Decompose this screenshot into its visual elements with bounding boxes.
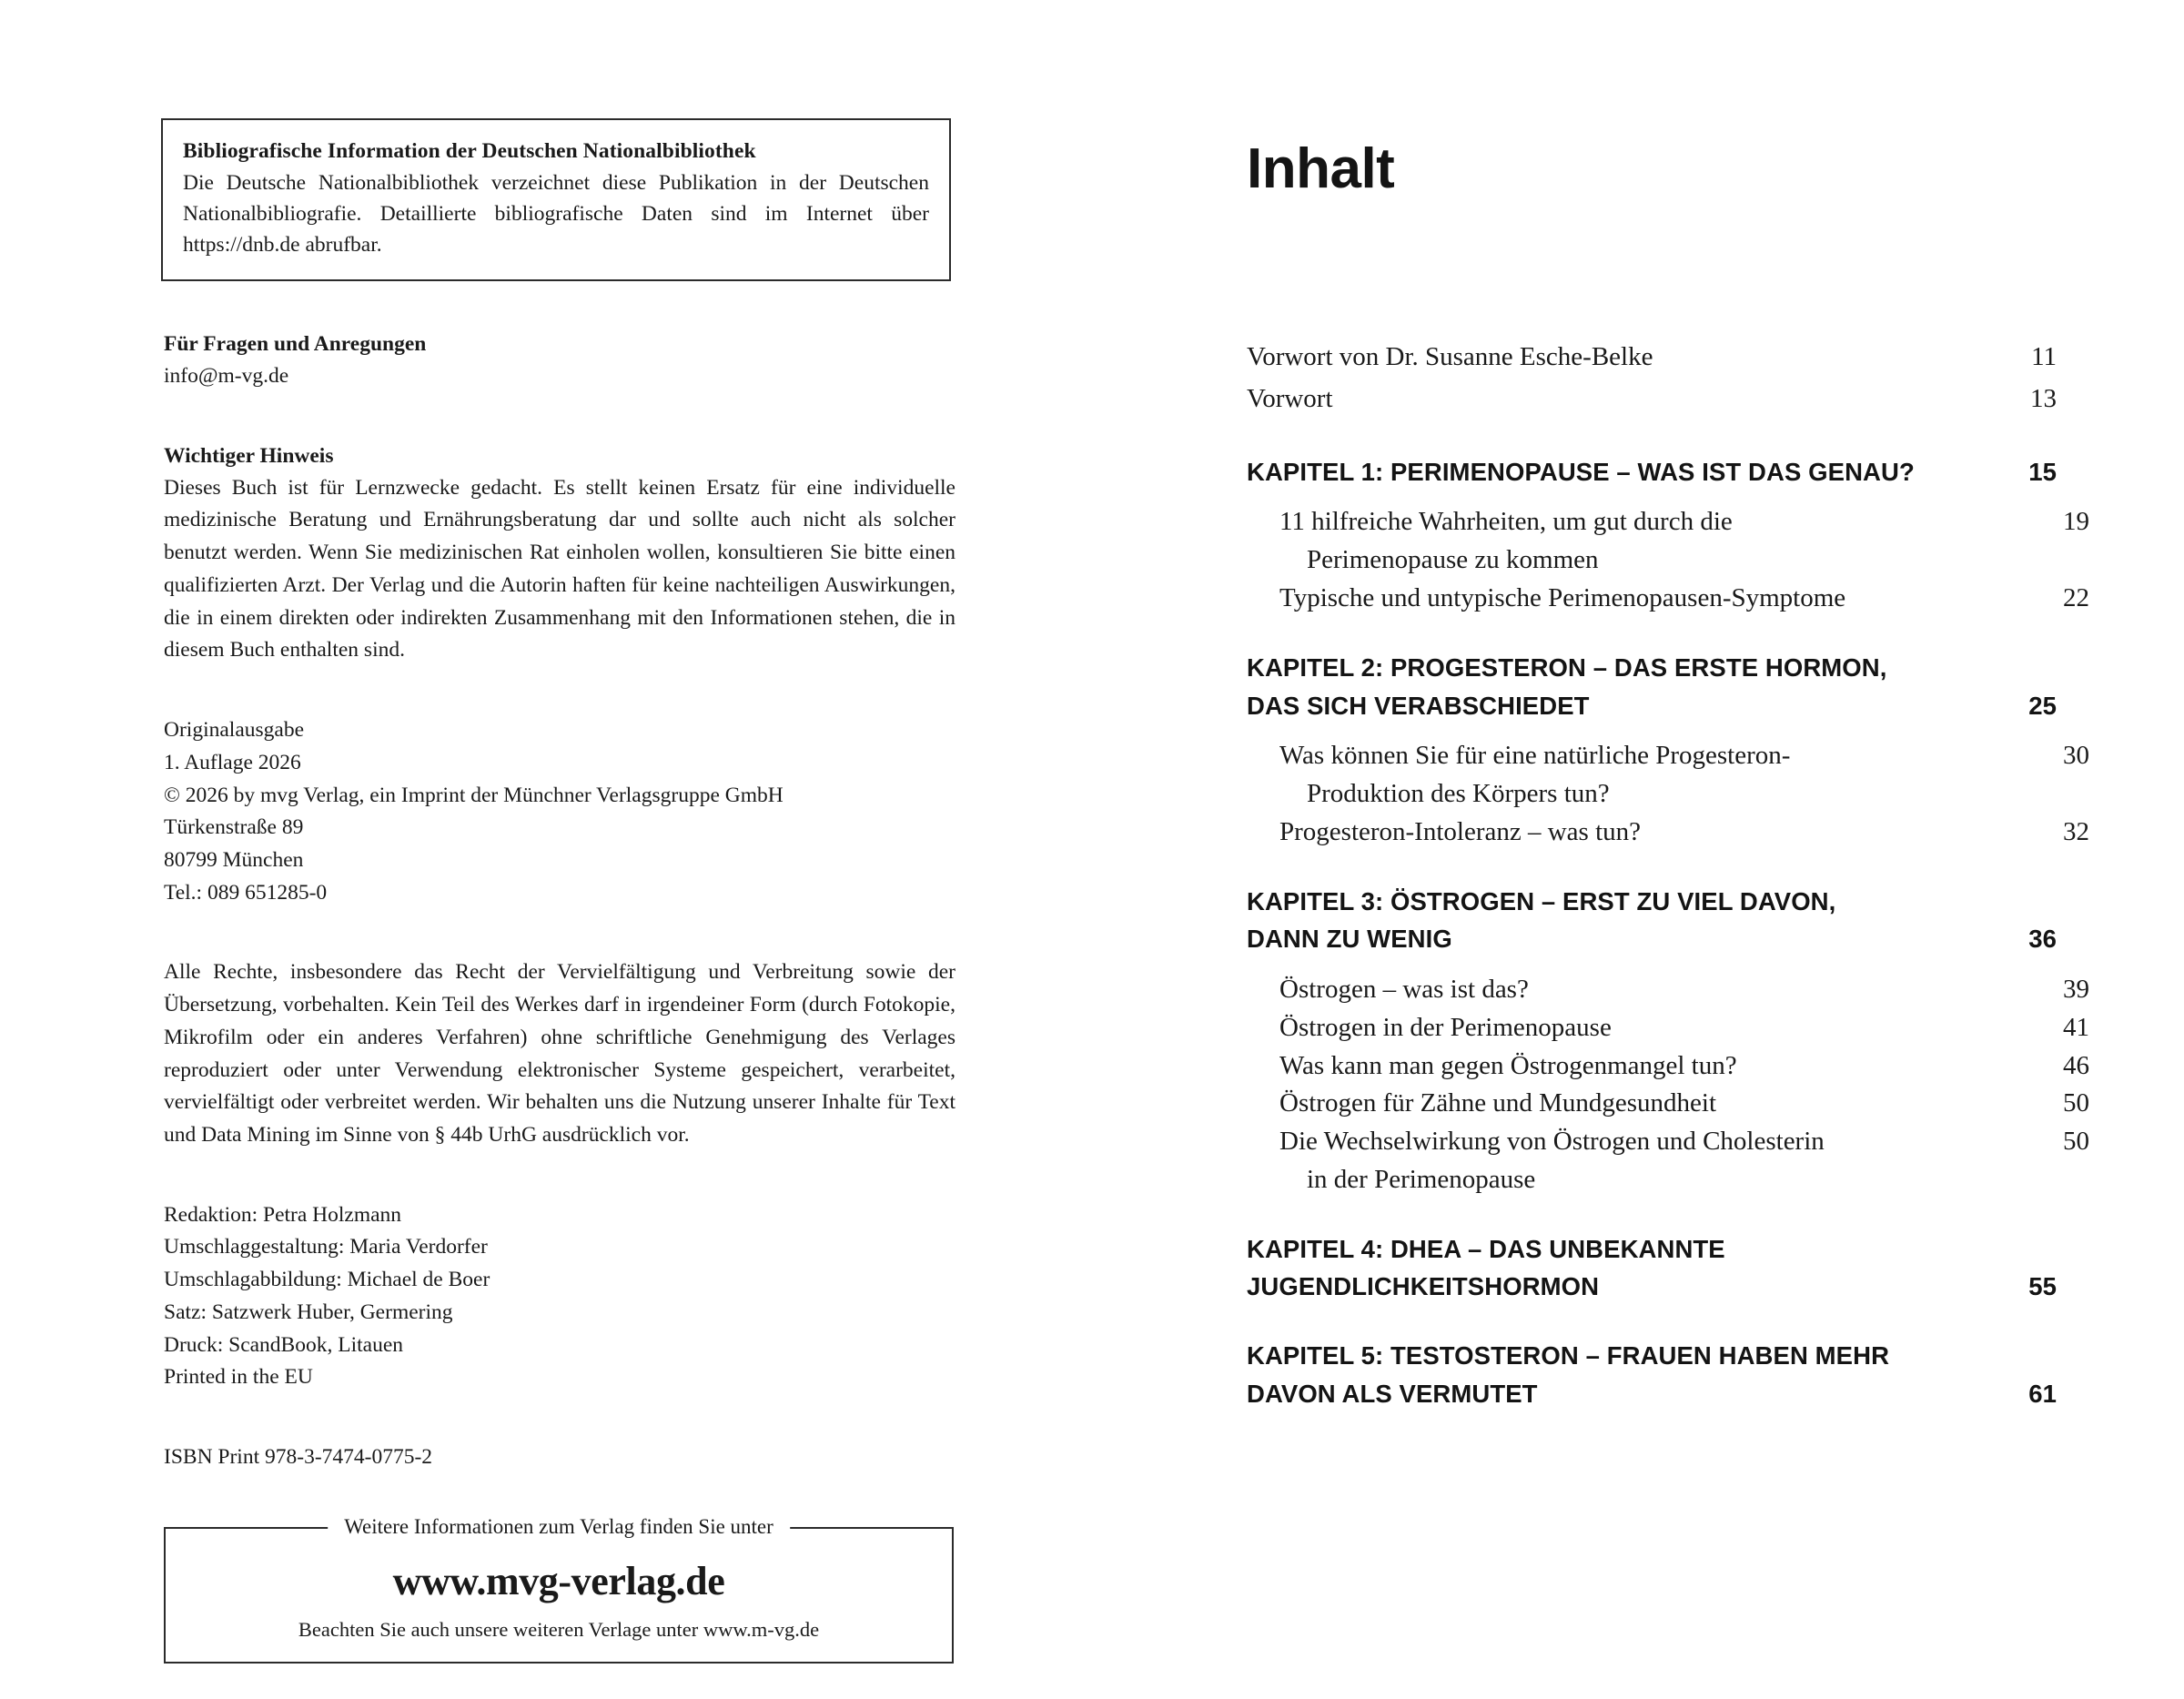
toc-chapter-heading[interactable] — [1247, 453, 2057, 491]
toc-chapter-page: 55 — [2028, 1272, 2057, 1301]
contact-block — [164, 329, 956, 393]
toc-chapter-label-line2: JUGENDLICHKEITSHORMON — [1247, 1272, 1600, 1301]
publisher-box-legend: Weitere Informationen zum Verlag finden Sie unter — [328, 1516, 790, 1537]
contact-heading: Für Fragen und Anregungen — [164, 331, 427, 356]
isbn-block — [164, 1441, 956, 1474]
toc-subentry-label: Was kann man gegen Östrogenmangel tun? — [1279, 1050, 1737, 1080]
notice-body: Dieses Buch ist für Lernzwecke gedacht. Es stellt keinen Ersatz für eine individuelle medizinische Beratung und Ernährungsberatung dar und sollte auch nicht als solcher benutzt werden. Wenn Sie medizinischen Rat einholen wollen, konsultieren Sie bitte einen qualifizierten Arzt. Der Verlag und die Autorin haften für keine nachteiligen Auswirkungen, die in einem direkten oder indirekten Zusammenhang mit den Informationen stehen, die in diesem Buch enthalten sind. — [164, 475, 956, 662]
toc-subentry[interactable] — [1247, 580, 2089, 618]
toc-chapter-page: 61 — [2028, 1380, 2057, 1409]
toc-subentry-line1: Was können Sie für eine natürliche Progesteron- — [1279, 741, 1791, 771]
edition-line-3: © 2026 by mvg Verlag, ein Imprint der Münchner Verlagsgruppe GmbH — [164, 783, 784, 807]
toc-subentry[interactable] — [1247, 1123, 2089, 1199]
toc-chapter-label: KAPITEL 1: PERIMENOPAUSE – WAS IST DAS GENAU? — [1247, 457, 1915, 486]
toc-subentry[interactable] — [1247, 971, 2089, 1009]
toc-entry-front-0[interactable] — [1247, 338, 2057, 376]
toc-subentry-page: 32 — [2063, 816, 2089, 846]
toc-chapter-label-line1: KAPITEL 4: DHEA – DAS UNBEKANNTE — [1247, 1234, 1725, 1263]
toc-subentry-label: Typische und untypische Perimenopausen-Symptome — [1279, 582, 1846, 612]
edition-line-2: 1. Auflage 2026 — [164, 750, 301, 774]
toc-subentry-line2: Perimenopause zu kommen — [1307, 545, 1599, 575]
edition-line-1: Originalausgabe — [164, 718, 305, 743]
toc-subentry-page: 50 — [2063, 1127, 2089, 1157]
toc-subentry-label — [1279, 1123, 2026, 1199]
toc-subentry[interactable] — [1247, 814, 2089, 852]
edition-line-5: 80799 München — [164, 847, 304, 872]
rights-text: Alle Rechte, insbesondere das Recht der Vervielfältigung und Verbreitung sowie der Übersetzung, vorbehalten. Kein Teil des Werkes darf in irgendeiner Form (durch Fotokopie, Mikrofilm oder ein anderes Verfahren) ohne schriftliche Genehmigung des Verlages reproduziert oder unter Verwendung elektronischer Systeme gespeichert, verarbeitet, vervielfältigt oder verbreitet werden. Wir behalten uns die Nutzung unserer Inhalte für Text und Data Mining im Sinne von § 44b UrhG ausdrücklich vor. — [164, 960, 956, 1147]
publisher-info-box — [164, 1514, 954, 1664]
toc-subentry-page: 46 — [2063, 1050, 2089, 1080]
toc-chapter-3 — [1247, 883, 2089, 1199]
toc-subentry[interactable] — [1247, 1047, 2089, 1086]
credits-line-5: Druck: ScandBook, Litauen — [164, 1332, 404, 1357]
important-notice-block — [164, 440, 956, 668]
credits-line-6: Printed in the EU — [164, 1365, 313, 1390]
toc-chapter-3-entries — [1247, 971, 2089, 1199]
toc-chapter-2-entries — [1247, 737, 2089, 851]
toc-subentry-line1: 11 hilfreiche Wahrheiten, um gut durch die — [1279, 507, 1733, 537]
toc-chapter-label-line2: DAVON ALS VERMUTET — [1247, 1380, 1538, 1409]
toc-chapter-heading-cont[interactable] — [1247, 1268, 2057, 1306]
toc-chapter-heading[interactable] — [1247, 883, 2057, 921]
toc-subentry-label: Östrogen – was ist das? — [1279, 975, 1529, 1005]
edition-block — [164, 714, 956, 909]
toc-chapter-1 — [1247, 453, 2089, 618]
rights-block — [164, 956, 956, 1151]
page-title: Inhalt — [1247, 137, 1395, 200]
toc-subentry-label — [1279, 737, 2026, 814]
toc-subentry-page: 41 — [2063, 1012, 2089, 1042]
toc-subentry-label — [1279, 503, 2026, 580]
credits-line-2: Umschlaggestaltung: Maria Verdorfer — [164, 1235, 488, 1259]
toc-chapter-page: 15 — [2028, 457, 2057, 486]
toc-subentry-page: 39 — [2063, 975, 2089, 1005]
toc-entry-label: Vorwort von Dr. Susanne Esche-Belke — [1247, 342, 1653, 371]
edition-line-6: Tel.: 089 651285-0 — [164, 880, 328, 905]
credits-line-3: Umschlagabbildung: Michael de Boer — [164, 1268, 490, 1292]
toc-chapter-heading-cont[interactable] — [1247, 920, 2057, 958]
toc-chapter-page: 25 — [2028, 691, 2057, 720]
publisher-box-sub: Beachten Sie auch unsere weiteren Verlage unter www.m-vg.de — [298, 1618, 820, 1642]
toc-chapter-heading[interactable] — [1247, 1230, 2057, 1269]
notice-heading: Wichtiger Hinweis — [164, 443, 334, 468]
toc-list — [1247, 338, 2089, 1413]
toc-subentry[interactable] — [1247, 503, 2089, 580]
toc-subentry[interactable] — [1247, 1085, 2089, 1123]
contact-email: info@m-vg.de — [164, 363, 289, 388]
toc-chapter-4 — [1247, 1230, 2057, 1307]
toc-subentry-page: 30 — [2063, 741, 2089, 771]
credits-line-4: Satz: Satzwerk Huber, Germering — [164, 1300, 453, 1324]
toc-subentry-page: 50 — [2063, 1088, 2089, 1118]
toc-subentry-line1: Die Wechselwirkung von Östrogen und Cholesterin — [1279, 1127, 1825, 1157]
toc-chapter-heading[interactable] — [1247, 649, 2057, 687]
toc-chapter-label-line1: KAPITEL 3: ÖSTROGEN – ERST ZU VIEL DAVON, — [1247, 886, 1836, 915]
toc-entry-page: 11 — [2031, 342, 2057, 371]
toc-subentry-line2: Produktion des Körpers tun? — [1307, 779, 1610, 809]
credits-block — [164, 1199, 956, 1394]
toc-subentry[interactable] — [1247, 1009, 2089, 1047]
toc-chapter-1-entries — [1247, 503, 2089, 617]
toc-entry-label: Vorwort — [1247, 384, 1333, 414]
toc-subentry-label: Östrogen für Zähne und Mundgesundheit — [1279, 1088, 1717, 1118]
dnb-notice-box — [161, 118, 951, 281]
publisher-url: www.mvg-verlag.de — [392, 1558, 725, 1603]
toc-chapter-heading[interactable] — [1247, 1337, 2057, 1375]
toc-chapter-page: 36 — [2028, 925, 2057, 954]
toc-subentry-label: Östrogen in der Perimenopause — [1279, 1012, 1612, 1042]
toc-chapter-2 — [1247, 649, 2089, 852]
toc-chapter-heading-cont[interactable] — [1247, 1375, 2057, 1413]
toc-subentry-page: 19 — [2063, 507, 2089, 537]
isbn-text: ISBN Print 978-3-7474-0775-2 — [164, 1445, 433, 1470]
toc-subentry-label: Progesteron-Intoleranz – was tun? — [1279, 816, 1642, 846]
toc-chapter-5 — [1247, 1337, 2057, 1413]
toc-entry-page: 13 — [2030, 384, 2057, 414]
edition-line-4: Türkenstraße 89 — [164, 815, 304, 840]
table-of-contents-page — [1092, 0, 2184, 1699]
toc-chapter-label-line1: KAPITEL 2: PROGESTERON – DAS ERSTE HORMON, — [1247, 652, 1887, 682]
dnb-heading: Bibliografische Information der Deutschen Nationalbibliothek — [183, 139, 756, 163]
toc-subentry-line2: in der Perimenopause — [1307, 1164, 1536, 1194]
toc-subentry[interactable] — [1247, 737, 2089, 814]
toc-subentry-page: 22 — [2063, 582, 2089, 612]
toc-chapter-label-line2: DANN ZU WENIG — [1247, 925, 1452, 954]
toc-chapter-label-line1: KAPITEL 5: TESTOSTERON – FRAUEN HABEN MEHR — [1247, 1341, 1890, 1370]
toc-chapter-heading-cont[interactable] — [1247, 687, 2057, 725]
toc-entry-front-1[interactable] — [1247, 379, 2057, 418]
credits-line-1: Redaktion: Petra Holzmann — [164, 1202, 402, 1227]
toc-chapter-label-line2: DAS SICH VERABSCHIEDET — [1247, 691, 1590, 720]
dnb-body: Die Deutsche Nationalbibliothek verzeichnet diese Publikation in der Deutschen Nationalbibliografie. Detaillierte bibliografische Daten sind im Internet über https://dnb.de abrufbar. — [183, 171, 929, 258]
